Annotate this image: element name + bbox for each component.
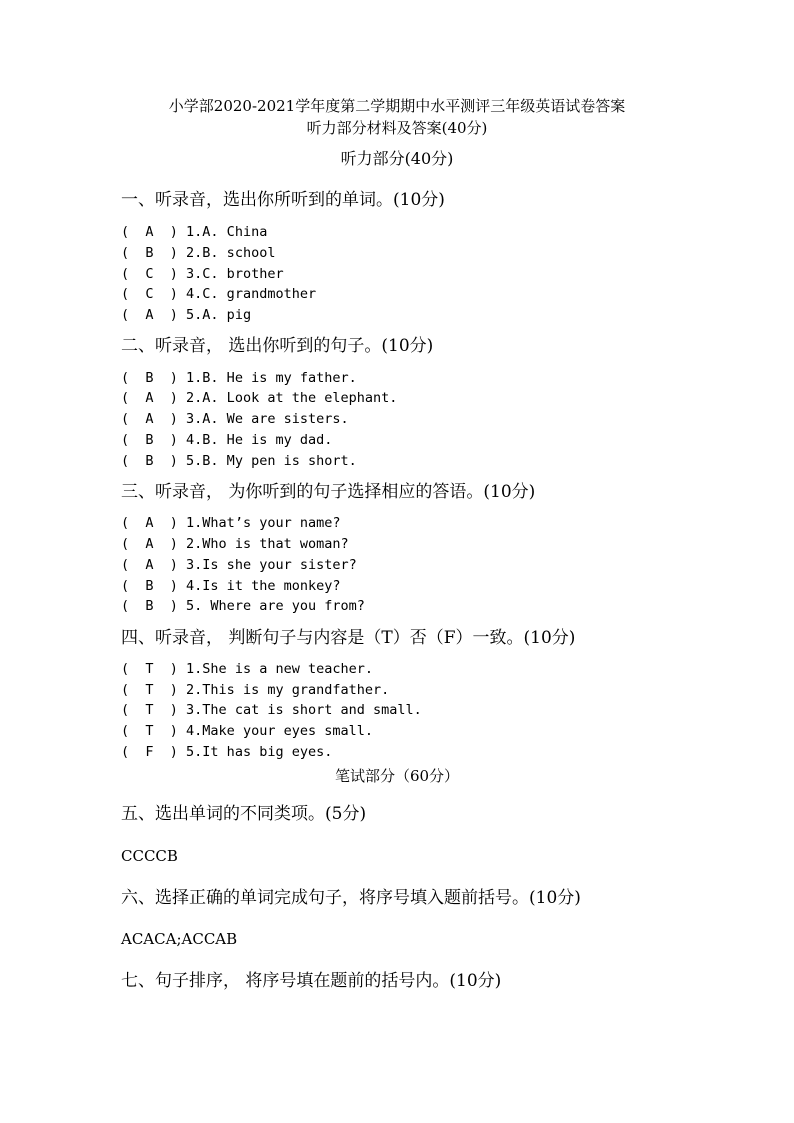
answer-letter: C bbox=[145, 286, 154, 302]
section-6-answer: ACACA;ACCAB bbox=[121, 930, 238, 948]
item-text: 1.B. He is my father. bbox=[186, 370, 357, 386]
item-text: 4.B. He is my dad. bbox=[186, 432, 333, 448]
list-item: ( A ) 1.A. China bbox=[121, 224, 268, 240]
answer-letter: T bbox=[145, 682, 154, 698]
answer-letter: B bbox=[145, 598, 154, 614]
list-item: ( T ) 3.The cat is short and small. bbox=[121, 702, 422, 718]
list-item: ( B ) 4.B. He is my dad. bbox=[121, 432, 333, 448]
item-text: 3.A. We are sisters. bbox=[186, 411, 349, 427]
listening-part-title: 听力部分(40分) bbox=[340, 149, 454, 168]
list-item: ( C ) 4.C. grandmother bbox=[121, 286, 317, 302]
section-5-answer: CCCCB bbox=[121, 847, 178, 865]
answer-letter: B bbox=[145, 578, 154, 594]
list-item: ( B ) 5.B. My pen is short. bbox=[121, 453, 357, 469]
item-text: 3.Is she your sister? bbox=[186, 557, 357, 573]
answer-letter: A bbox=[145, 411, 154, 427]
item-text: 1.What’s your name? bbox=[186, 515, 341, 531]
list-item: ( B ) 5. Where are you from? bbox=[121, 598, 365, 614]
item-text: 5.B. My pen is short. bbox=[186, 453, 357, 469]
list-item: ( A ) 2.A. Look at the elephant. bbox=[121, 390, 398, 406]
answer-letter: B bbox=[145, 432, 154, 448]
list-item: ( B ) 2.B. school bbox=[121, 245, 276, 261]
list-item: ( T ) 4.Make your eyes small. bbox=[121, 723, 373, 739]
answer-letter: T bbox=[145, 723, 154, 739]
answer-letter: T bbox=[145, 661, 154, 677]
document-subtitle: 听力部分材料及答案(40分) bbox=[306, 119, 488, 137]
item-text: 1.A. China bbox=[186, 224, 268, 240]
list-item: ( A ) 3.Is she your sister? bbox=[121, 557, 357, 573]
list-item: ( A ) 3.A. We are sisters. bbox=[121, 411, 349, 427]
section-1-heading: 一、听录音，选出你所听到的单词。(10分) bbox=[121, 190, 445, 210]
item-text: 1.She is a new teacher. bbox=[186, 661, 373, 677]
item-text: 4.Is it the monkey? bbox=[186, 578, 341, 594]
section-2-heading: 二、听录音， 选出你听到的句子。(10分) bbox=[121, 336, 434, 356]
answer-letter: A bbox=[145, 390, 154, 406]
list-item: ( A ) 5.A. pig bbox=[121, 307, 252, 323]
list-item: ( B ) 1.B. He is my father. bbox=[121, 370, 357, 386]
item-text: 2.Who is that woman? bbox=[186, 536, 349, 552]
document-title: 小学部2020-2021学年度第二学期期中水平测评三年级英语试卷答案 bbox=[168, 97, 626, 115]
answer-letter: B bbox=[145, 453, 154, 469]
section-3-heading: 三、听录音， 为你听到的句子选择相应的答语。(10分) bbox=[121, 482, 536, 502]
list-item: ( B ) 4.Is it the monkey? bbox=[121, 578, 341, 594]
answer-letter: A bbox=[145, 224, 154, 240]
answer-letter: B bbox=[145, 370, 154, 386]
section-6-heading: 六、选择正确的单词完成句子，将序号填入题前括号。(10分) bbox=[121, 888, 581, 908]
item-text: 5.It has big eyes. bbox=[186, 744, 333, 760]
item-text: 2.This is my grandfather. bbox=[186, 682, 390, 698]
answer-letter: F bbox=[145, 744, 154, 760]
item-text: 5. Where are you from? bbox=[186, 598, 365, 614]
list-item: ( T ) 1.She is a new teacher. bbox=[121, 661, 373, 677]
list-item: ( C ) 3.C. brother bbox=[121, 266, 284, 282]
answer-letter: C bbox=[145, 266, 154, 282]
section-7-heading: 七、句子排序， 将序号填在题前的括号内。(10分) bbox=[121, 971, 502, 991]
list-item: ( A ) 1.What’s your name? bbox=[121, 515, 341, 531]
answer-letter: A bbox=[145, 515, 154, 531]
answer-letter: A bbox=[145, 557, 154, 573]
item-text: 5.A. pig bbox=[186, 307, 252, 323]
answer-letter: B bbox=[145, 245, 154, 261]
answer-letter: A bbox=[145, 536, 154, 552]
item-text: 2.B. school bbox=[186, 245, 276, 261]
answer-letter: T bbox=[145, 702, 154, 718]
list-item: ( T ) 2.This is my grandfather. bbox=[121, 682, 390, 698]
section-4-heading: 四、听录音， 判断句子与内容是（T）否（F）一致。(10分) bbox=[121, 628, 576, 648]
item-text: 3.The cat is short and small. bbox=[186, 702, 422, 718]
answer-letter: A bbox=[145, 307, 154, 323]
item-text: 4.C. grandmother bbox=[186, 286, 317, 302]
section-5-heading: 五、选出单词的不同类项。(5分) bbox=[121, 804, 367, 824]
item-text: 4.Make your eyes small. bbox=[186, 723, 373, 739]
item-text: 2.A. Look at the elephant. bbox=[186, 390, 398, 406]
item-text: 3.C. brother bbox=[186, 266, 284, 282]
writing-part-title: 笔试部分（60分） bbox=[334, 767, 460, 785]
list-item: ( A ) 2.Who is that woman? bbox=[121, 536, 349, 552]
list-item: ( F ) 5.It has big eyes. bbox=[121, 744, 333, 760]
